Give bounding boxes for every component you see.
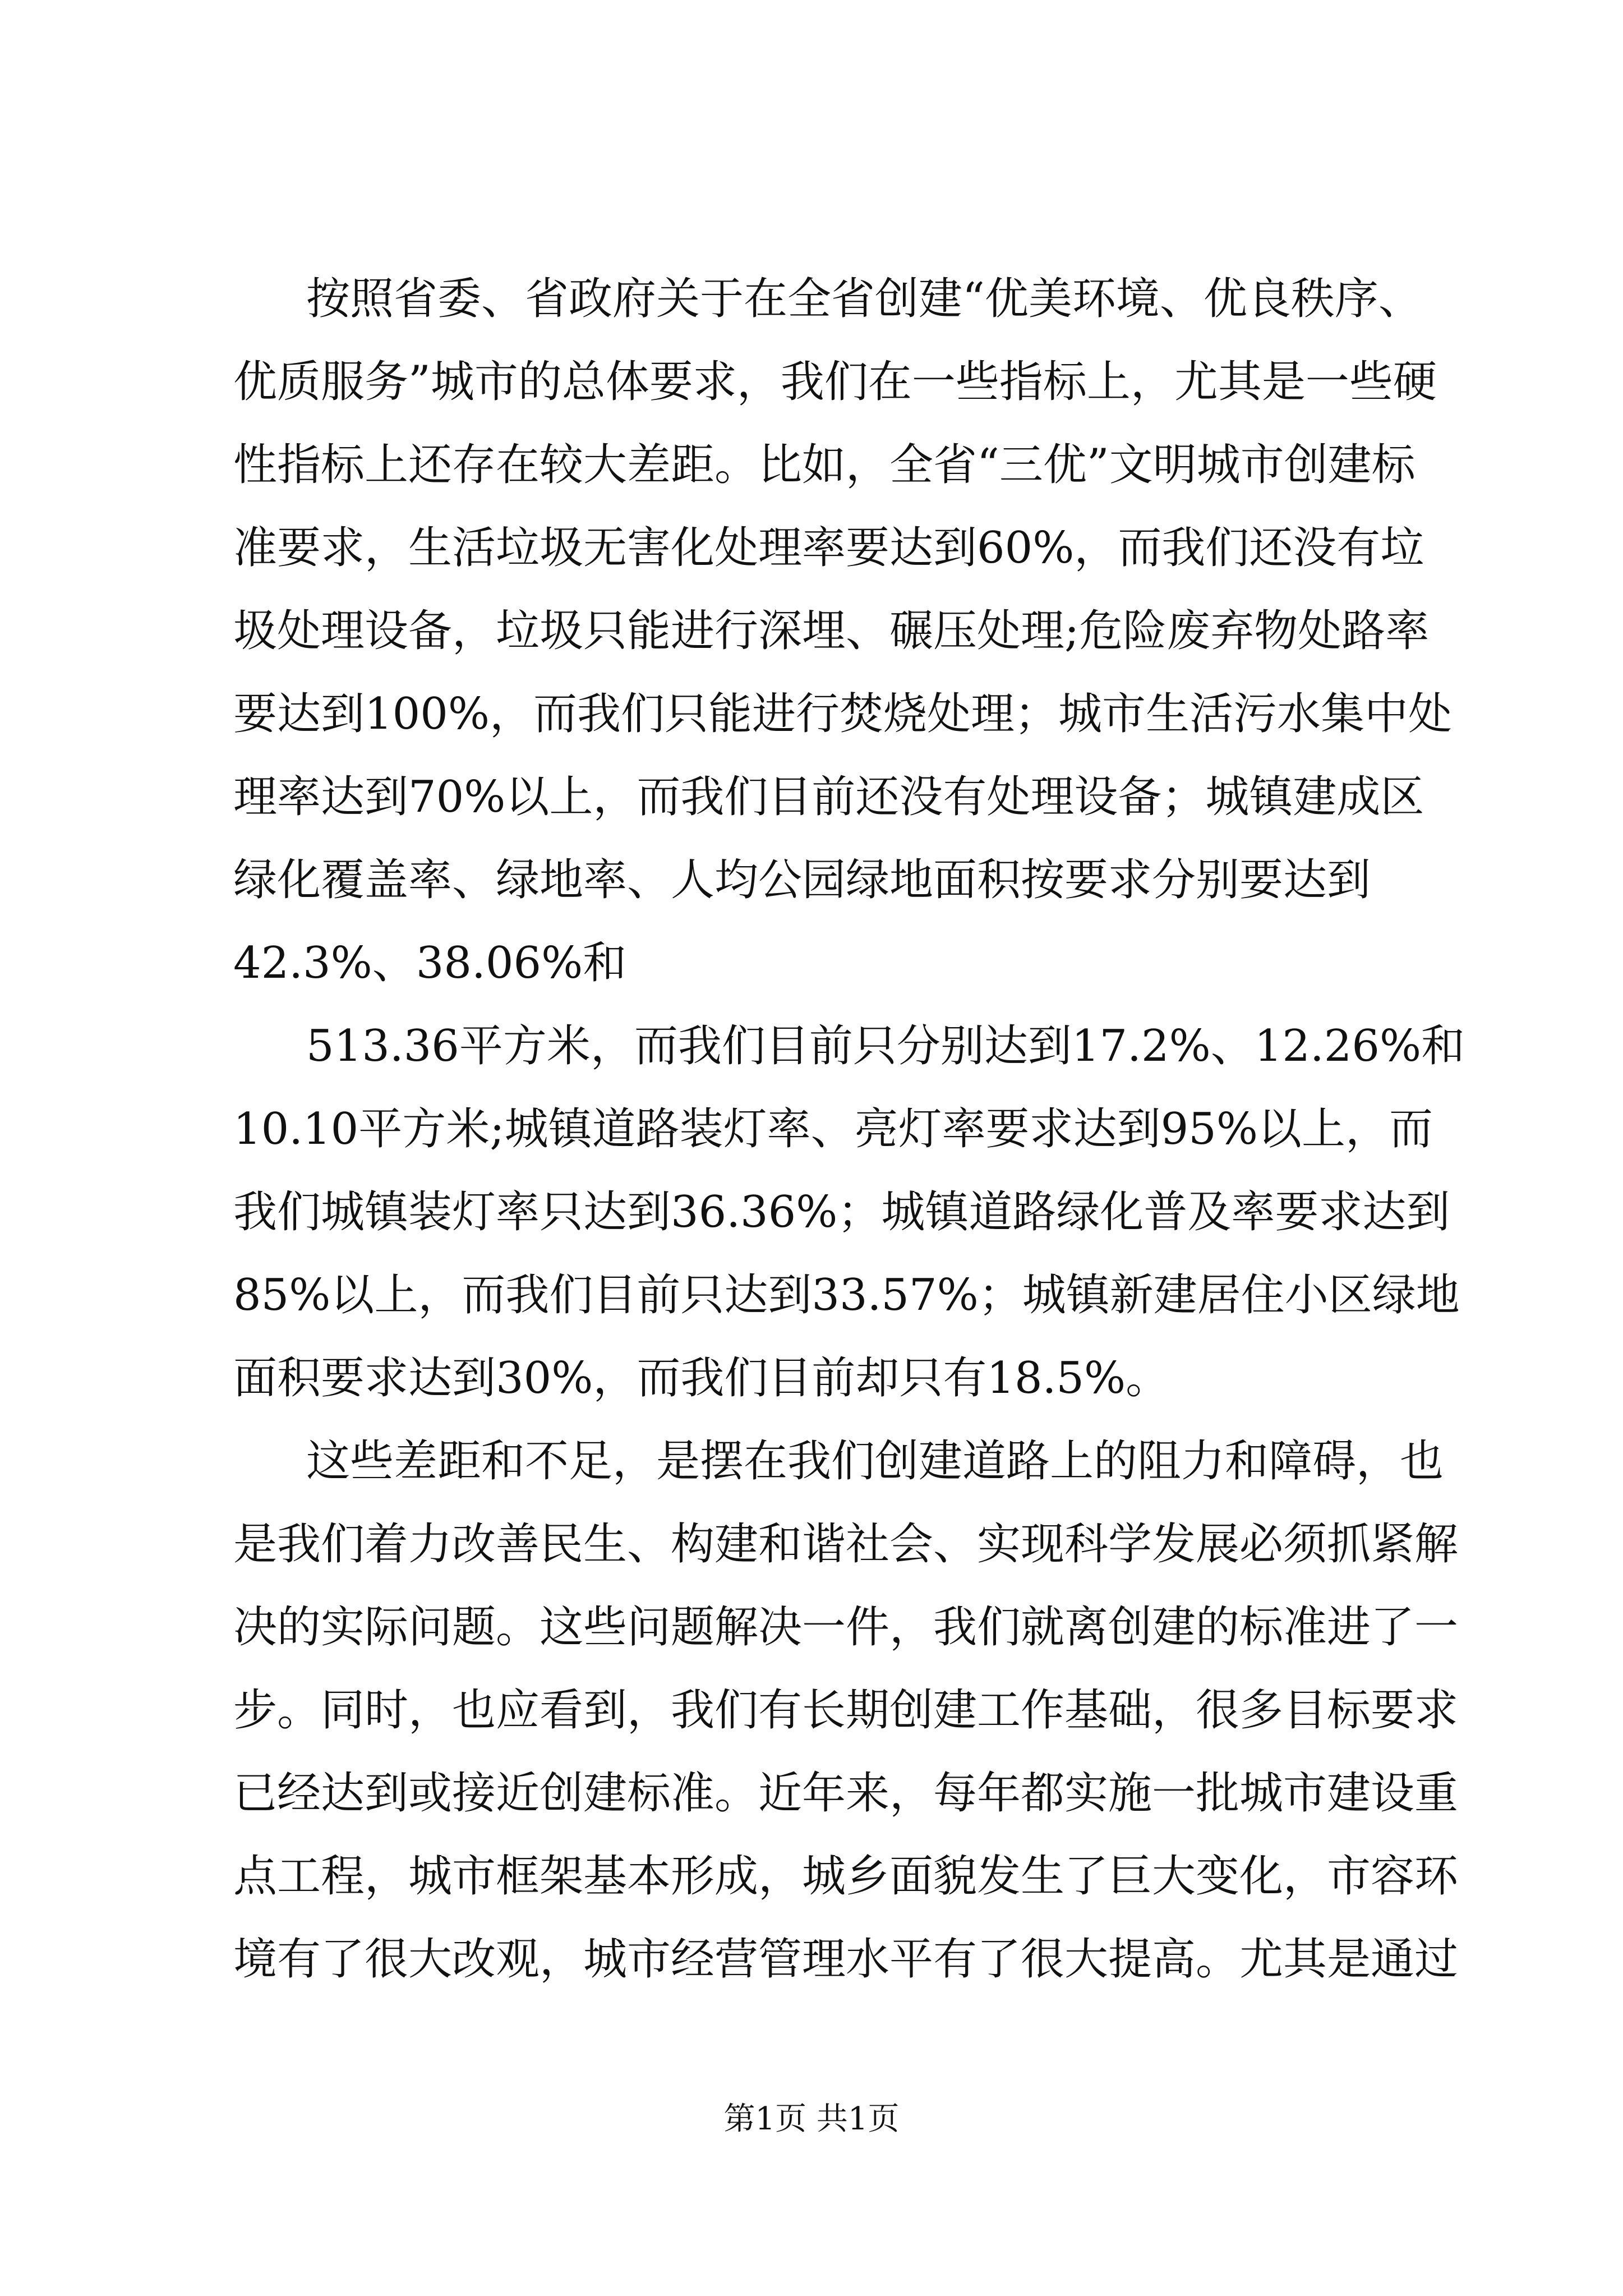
text-line: 513.36平方米，而我们目前只分别达到17.2%、12.26%和 — [306, 1021, 1465, 1071]
text-line: 10.10平方米;城镇道路装灯率、亮灯率要求达到95%以上，而 — [233, 1104, 1433, 1154]
text-line: 绿化覆盖率、绿地率、人均公园绿地面积按要求分别要达到 — [233, 855, 1371, 905]
page-footer: 第1页 共1页 — [723, 2101, 900, 2137]
text-line: 准要求，生活垃圾无害化处理率要达到60%，而我们还没有垃 — [233, 523, 1424, 573]
text-line: 我们城镇装灯率只达到36.36%；城镇道路绿化普及率要求达到 — [233, 1187, 1450, 1237]
text-line: 点工程，城市框架基本形成，城乡面貌发生了巨大变化，市容环 — [233, 1851, 1459, 1902]
text-line: 决的实际问题。这些问题解决一件，我们就离创建的标准进了一 — [233, 1602, 1459, 1653]
text-line: 理率达到70%以上，而我们目前还没有处理设备；城镇建成区 — [233, 772, 1424, 822]
text-line: 面积要求达到30%，而我们目前却只有18.5%。 — [233, 1353, 1170, 1404]
text-line: 圾处理设备，垃圾只能进行深埋、碾压处理;危险废弃物处路率 — [233, 606, 1430, 656]
text-line: 已经达到或接近创建标准。近年来，每年都实施一批城市建设重 — [233, 1768, 1459, 1819]
text-line: 85%以上，而我们目前只达到33.57%；城镇新建居住小区绿地 — [233, 1270, 1460, 1320]
text-line: 优质服务”城市的总体要求，我们在一些指标上，尤其是一些硬 — [233, 357, 1437, 407]
text-line: 步。同时，也应看到，我们有长期创建工作基础，很多目标要求 — [233, 1685, 1459, 1736]
text-line: 是我们着力改善民生、构建和谐社会、实现科学发展必须抓紧解 — [233, 1519, 1459, 1570]
text-line: 要达到100%，而我们只能进行焚烧处理；城市生活污水集中处 — [233, 689, 1452, 739]
text-line: 按照省委、省政府关于在全省创建“优美环境、优良秩序、 — [306, 274, 1422, 324]
text-line: 这些差距和不足，是摆在我们创建道路上的阻力和障碍，也 — [306, 1436, 1444, 1487]
text-line: 境有了很大改观，城市经营管理水平有了很大提高。尤其是通过 — [233, 1934, 1459, 1985]
text-line: 性指标上还存在较大差距。比如，全省“三优”文明城市创建标 — [233, 440, 1415, 490]
text-line: 42.3%、38.06%和 — [233, 938, 627, 988]
